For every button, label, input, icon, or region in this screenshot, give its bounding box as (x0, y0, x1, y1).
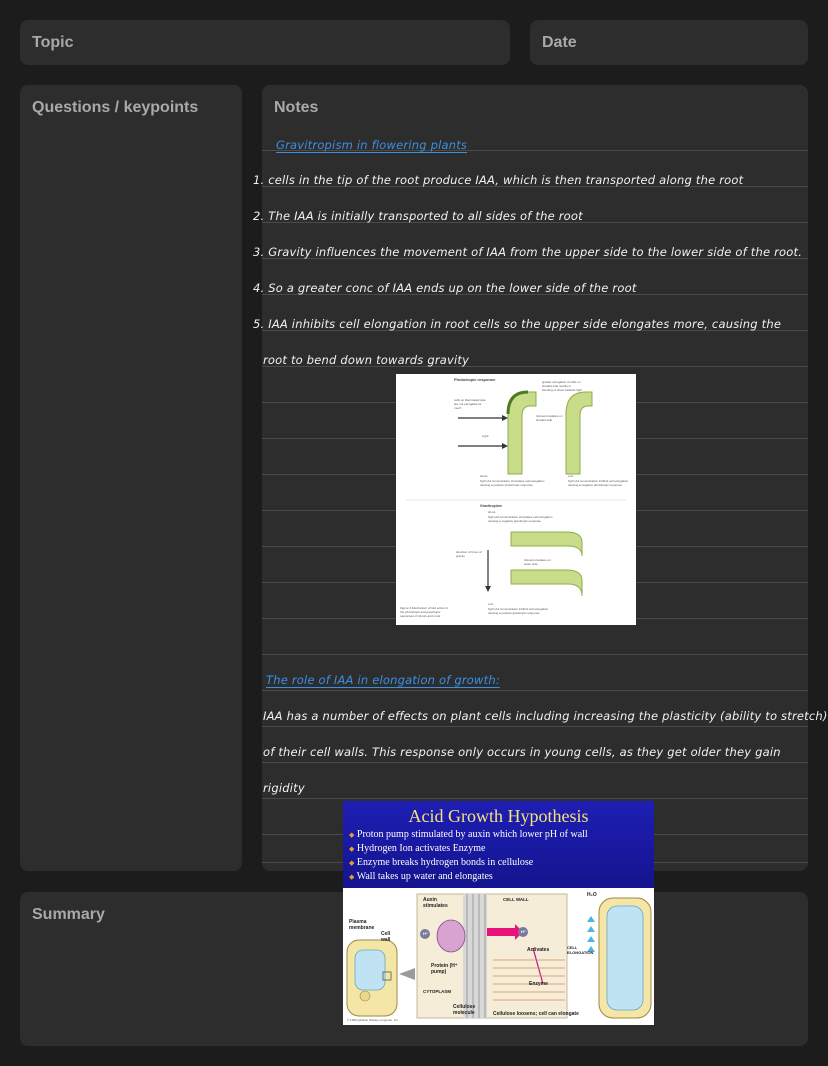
tropism-label-shoot2: shoot (488, 510, 496, 514)
tropism-label-top: greater elongation of cells on shaded side results in bending of shoot towards light (542, 380, 582, 392)
slide-label-activates: Activates (527, 947, 550, 953)
rule-line (262, 762, 808, 763)
note-line-8: of their cell walls. This response only occurs in young cells, as they get older they gain (263, 745, 781, 759)
tropism-label-shoot: shoot (480, 474, 488, 478)
note-line-1: 1. cells in the tip of the root produce IAA, which is then transported along the root (253, 173, 744, 187)
tropism-label-left: cells on illuminated side are not elongated as much (454, 398, 486, 410)
slide-label-cellulose: Cellulose molecule (453, 1004, 476, 1016)
slide-label-cytoplasm: CYTOPLASM (423, 989, 452, 994)
slide-label-h2: H⁺ (521, 929, 526, 934)
slide-label-h1: H⁺ (423, 931, 428, 936)
tropism-label-root: root (568, 474, 574, 478)
note-line-5: 5. IAA inhibits cell elongation in root cells so the upper side elongates more, causing the (253, 317, 782, 331)
tropism-label-light: Light (482, 434, 489, 438)
notes-heading-gravitropism: Gravitropism in flowering plants (276, 138, 468, 152)
slide-bullet-3: ◆ Enzyme breaks hydrogen bonds in cellulose (349, 857, 534, 868)
slide-bullet-4: ◆ Wall takes up water and elongates (349, 871, 493, 882)
slide-label-loosens: Cellulose loosens; cell can elongate (493, 1011, 579, 1017)
tropism-figure-drawing (396, 374, 636, 625)
slide-header (343, 801, 654, 888)
tropism-label-shoot2-desc: high IAA concentration stimulates cell elongation causing a negative gravitropic response (488, 515, 553, 523)
slide-copyright: © 1999 Addison Wesley Longman, Inc. (347, 1018, 399, 1022)
acid-growth-diagram (343, 888, 654, 1025)
slide-label-auxin: Auxin stimulates (423, 897, 448, 909)
questions-panel[interactable] (20, 85, 242, 871)
date-field[interactable] (530, 20, 808, 65)
notes-heading-iaa-role: The role of IAA in elongation of growth: (266, 673, 500, 687)
topic-field[interactable] (20, 20, 510, 65)
tropism-figure[interactable] (396, 374, 636, 625)
slide-label-plasma: Plasma membrane (349, 919, 375, 931)
slide-label-cell-elong: CELL ELONGATION (567, 945, 594, 955)
slide-label-cellwall2: Cell wall (381, 931, 391, 943)
slide-bullet-3-text: Enzyme breaks hydrogen bonds in cellulose (356, 857, 534, 868)
tropism-label-shoot-desc: high IAA concentration stimulates cell elongation causing a positive phototropic response (480, 479, 545, 487)
note-line-2: 2. The IAA is initially transported to all sides of the root (253, 209, 583, 223)
slide-bullet-4-text: Wall takes up water and elongates (356, 871, 493, 882)
slide-bullet-2: ◆ Hydrogen Ion activates Enzyme (349, 843, 486, 854)
acid-growth-slide[interactable] (343, 801, 654, 1025)
slide-label-cellwall: CELL WALL (503, 897, 529, 902)
tropism-label-iaa: IAA accumulates on shaded side (536, 414, 563, 422)
slide-bullet-1: ◆ Proton pump stimulated by auxin which lower pH of wall (349, 829, 588, 840)
rule-line (262, 726, 808, 727)
note-line-4: 4. So a greater conc of IAA ends up on the lower side of the root (253, 281, 637, 295)
note-line-6: root to bend down towards gravity (263, 353, 470, 367)
tropism-title: Phototropic response (454, 377, 496, 382)
tropism-label-iaa2: IAA accumulates on lower side (524, 558, 551, 566)
tropism-label-gravity: direction of force of gravity (456, 550, 482, 558)
slide-bullet-1-text: Proton pump stimulated by auxin which lower pH of wall (356, 829, 588, 840)
tropism-subtitle: Gravitropism (480, 504, 502, 508)
questions-label: Questions / keypoints (32, 99, 199, 116)
slide-label-h2o: H₂O (587, 892, 597, 898)
tropism-label-root2: root (488, 602, 494, 606)
topic-label: Topic (32, 34, 74, 51)
rule-line (262, 654, 808, 655)
note-line-9: rigidity (263, 781, 305, 795)
slide-label-enzyme: Enzyme (529, 981, 548, 987)
rule-line (262, 798, 808, 799)
slide-label-protein: Protein (H⁺ pump) (431, 963, 458, 975)
note-line-7: IAA has a number of effects on plant cells including increasing the plasticity (ability to stretch) (263, 709, 828, 723)
note-line-3: 3. Gravity influences the movement of IAA from the upper side to the lower side of the root. (253, 245, 803, 259)
slide-bullet-2-text: Hydrogen Ion activates Enzyme (356, 843, 486, 854)
tropism-caption: Figure 3 Mechanism of IAA action in the phototropic and gravitropic responses of shoots and roots (400, 606, 449, 618)
rule-line (262, 690, 808, 691)
tropism-label-root2-desc: high IAA concentration inhibits cell elongation causing a positive gravitropic response (488, 607, 549, 615)
tropism-label-root-desc: high IAA concentration inhibits cell elongation causing a negative phototropic response (568, 479, 629, 487)
slide-title: Acid Growth Hypothesis (408, 806, 589, 826)
date-label: Date (542, 34, 577, 51)
notes-label: Notes (274, 99, 319, 116)
summary-label: Summary (32, 906, 105, 923)
